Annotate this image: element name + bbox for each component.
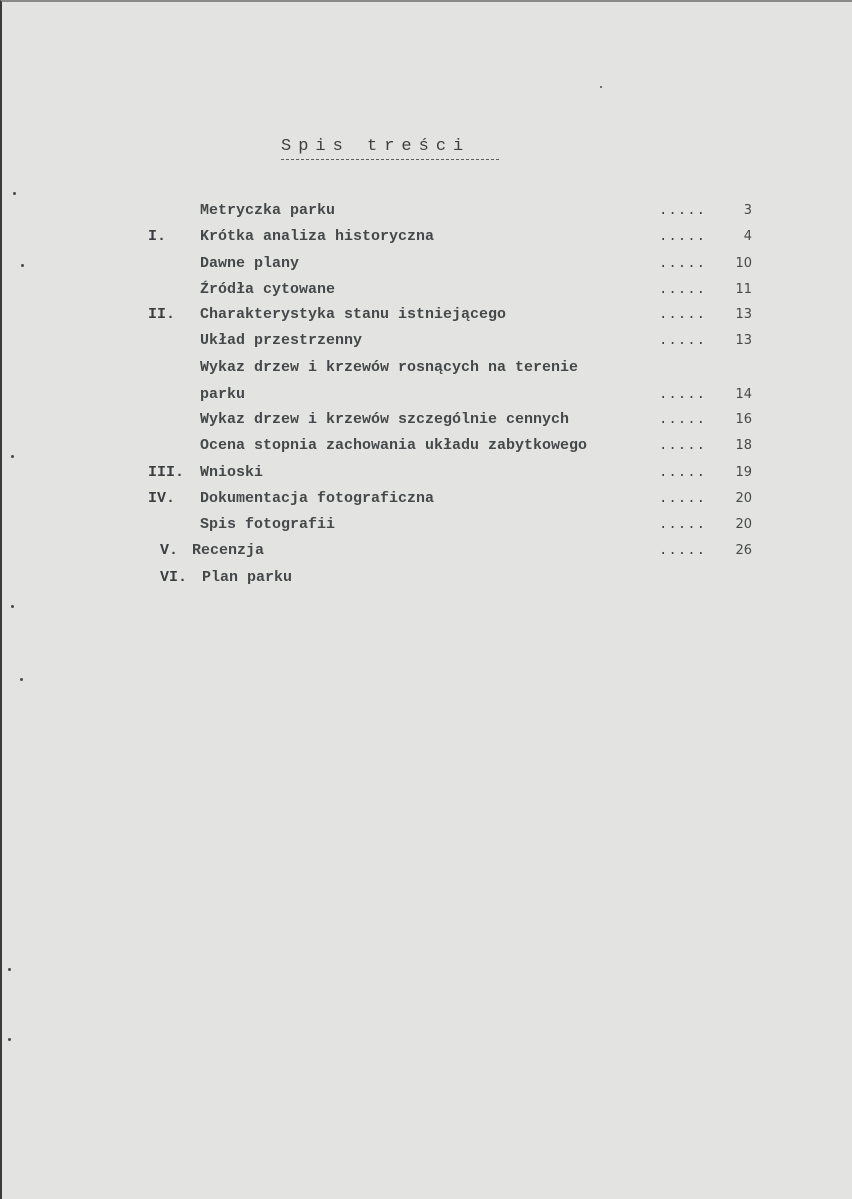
scan-speck xyxy=(8,1038,11,1041)
toc-entry-page: 4 xyxy=(743,229,752,244)
toc-entry-dots: ..... xyxy=(659,491,707,507)
scan-speck xyxy=(8,968,11,971)
page-title: Spis treści xyxy=(281,137,471,156)
toc-entry-number: VI. xyxy=(160,569,188,586)
toc-entry-dots: ..... xyxy=(659,387,707,403)
toc-entry-label: Recenzja xyxy=(192,542,265,559)
toc-entry-number: IV. xyxy=(148,490,176,507)
toc-entry-page: 14 xyxy=(735,387,752,402)
toc-entry-page: 11 xyxy=(735,282,752,297)
toc-entry-page: 18 xyxy=(735,438,752,453)
scan-speck xyxy=(11,455,14,458)
toc-entry-label: Wykaz drzew i krzewów rosnących na terenie xyxy=(200,359,579,376)
toc-entry-label: Metryczka parku xyxy=(200,202,336,219)
toc-entry-dots: ..... xyxy=(659,517,707,533)
toc-entry-dots: ..... xyxy=(659,229,707,245)
toc-entry-dots: ..... xyxy=(659,256,707,272)
toc-entry-label: Plan parku xyxy=(202,569,293,586)
toc-entry-dots: ..... xyxy=(659,438,707,454)
toc-entry-dots: ..... xyxy=(659,203,707,219)
toc-entry-page: 20 xyxy=(735,491,752,506)
toc-entry-label: Spis fotografii xyxy=(200,516,336,533)
toc-entry-page: 13 xyxy=(735,333,752,348)
toc-entry-label: Ocena stopnia zachowania układu zabytkowego xyxy=(200,437,588,454)
toc-entry-dots: ..... xyxy=(659,412,707,428)
toc-entry-label: Dokumentacja fotograficzna xyxy=(200,490,435,507)
toc-entry-number: I. xyxy=(148,228,167,245)
toc-entry-label: Źródła cytowane xyxy=(200,281,336,298)
scan-speck xyxy=(20,678,23,681)
toc-entry-page: 16 xyxy=(735,412,752,427)
toc-entry-label: Dawne plany xyxy=(200,255,300,272)
title-underline xyxy=(281,159,499,160)
toc-entry-number: II. xyxy=(148,306,176,323)
scan-speck xyxy=(21,264,24,267)
toc-entry-page: 19 xyxy=(735,465,752,480)
scan-speck xyxy=(11,605,14,608)
toc-entry-label: Wykaz drzew i krzewów szczególnie cennych xyxy=(200,411,570,428)
toc-entry-label: Krótka analiza historyczna xyxy=(200,228,435,245)
toc-entry-dots: ..... xyxy=(659,333,707,349)
scan-speck xyxy=(13,192,16,195)
toc-entry-dots: ..... xyxy=(659,282,707,298)
toc-entry-label: parku xyxy=(200,386,246,403)
toc-entry-dots: ..... xyxy=(659,543,707,559)
toc-entry-page: 26 xyxy=(735,543,752,558)
toc-entry-number: V. xyxy=(160,542,179,559)
toc-entry-page: 13 xyxy=(735,307,752,322)
toc-entry-label: Charakterystyka stanu istniejącego xyxy=(200,306,507,323)
toc-entry-label: Wnioski xyxy=(200,464,264,481)
toc-entry-page: 3 xyxy=(743,203,752,218)
scan-speck xyxy=(600,86,602,88)
toc-entry-page: 20 xyxy=(735,517,752,532)
toc-entry-page: 10 xyxy=(735,256,752,271)
toc-entry-dots: ..... xyxy=(659,307,707,323)
toc-entry-label: Układ przestrzenny xyxy=(200,332,363,349)
toc-entry-dots: ..... xyxy=(659,465,707,481)
toc-entry-number: III. xyxy=(148,464,185,481)
